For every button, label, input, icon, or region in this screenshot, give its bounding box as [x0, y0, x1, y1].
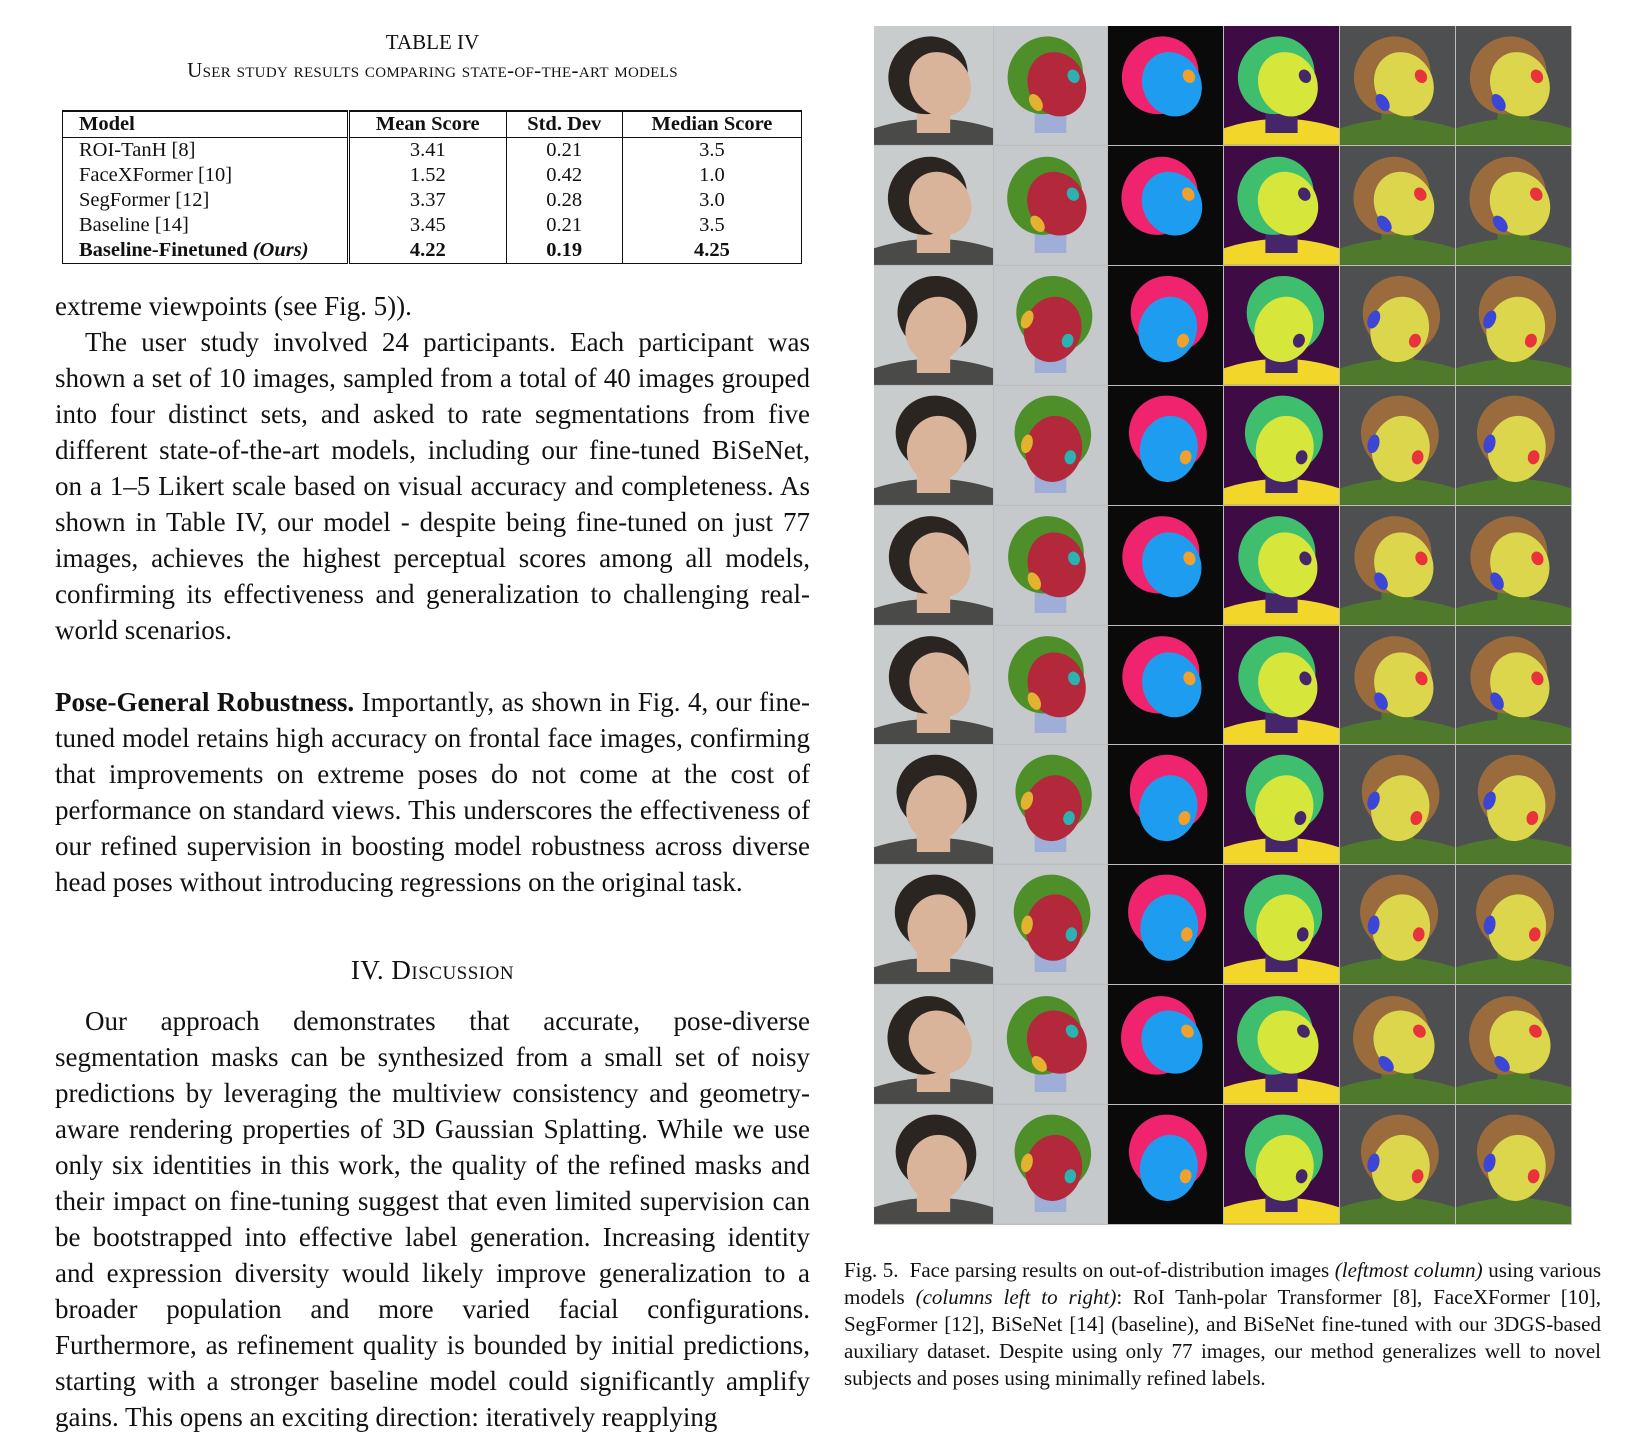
paragraph-pose-robustness: [55, 684, 810, 900]
bisenet-baseline-mask-cell: [1340, 985, 1456, 1105]
table-row-ours: [63, 238, 802, 264]
table-row: [63, 138, 802, 164]
bisenet-baseline-mask-cell: [1340, 26, 1456, 146]
input-photo-cell: [874, 386, 994, 506]
section-heading-discussion: IV. Discussion: [350, 955, 515, 985]
cell-std: 0.28: [506, 188, 622, 213]
cell-median: 3.0: [622, 188, 801, 213]
caption-italic-2: (columns left to right): [915, 1285, 1117, 1309]
cell-model: FaceXFormer [10]: [63, 163, 349, 188]
cell-std: 0.21: [506, 138, 622, 164]
input-photo-cell: [874, 626, 994, 746]
roi-tanh-mask-cell: [994, 865, 1108, 985]
bisenet-finetuned-mask-cell: [1456, 506, 1572, 626]
paragraph-discussion: [55, 1003, 810, 1435]
input-photo-cell: [874, 745, 994, 865]
facexformer-mask-cell: [1108, 865, 1224, 985]
input-photo-cell: [874, 506, 994, 626]
header-model: Model: [63, 111, 349, 138]
bisenet-baseline-mask-cell: [1340, 146, 1456, 266]
segformer-mask-cell: [1224, 266, 1340, 386]
roi-tanh-mask-cell: [994, 985, 1108, 1105]
segformer-mask-cell: [1224, 865, 1340, 985]
cell-median: 4.25: [622, 238, 801, 264]
facexformer-mask-cell: [1108, 985, 1224, 1105]
cell-mean: 1.52: [349, 163, 507, 188]
bisenet-baseline-mask-cell: [1340, 266, 1456, 386]
cell-model: ROI-TanH [8]: [63, 138, 349, 164]
segformer-mask-cell: [1224, 146, 1340, 266]
bisenet-baseline-mask-cell: [1340, 506, 1456, 626]
figure-label: Fig. 5.: [844, 1258, 899, 1282]
roi-tanh-mask-cell: [994, 146, 1108, 266]
input-photo-cell: [874, 1105, 994, 1225]
bisenet-finetuned-mask-cell: [1456, 865, 1572, 985]
facexformer-mask-cell: [1108, 146, 1224, 266]
cell-mean: 3.45: [349, 213, 507, 238]
pose-heading: Pose-General Robustness.: [55, 687, 355, 717]
facexformer-mask-cell: [1108, 745, 1224, 865]
input-photo-cell: [874, 985, 994, 1105]
roi-tanh-mask-cell: [994, 26, 1108, 146]
facexformer-mask-cell: [1108, 626, 1224, 746]
facexformer-mask-cell: [1108, 266, 1224, 386]
input-photo-cell: [874, 26, 994, 146]
ours-tag: (Ours): [252, 239, 309, 261]
table-caption: User study results comparing state-of-the-art models: [187, 58, 678, 82]
table-row: [63, 163, 802, 188]
segformer-mask-cell: [1224, 386, 1340, 506]
bisenet-finetuned-mask-cell: [1456, 26, 1572, 146]
cell-std: 0.42: [506, 163, 622, 188]
segformer-mask-cell: [1224, 1105, 1340, 1225]
cell-median: 1.0: [622, 163, 801, 188]
cell-model: [63, 238, 349, 264]
cell-model: Baseline [14]: [63, 213, 349, 238]
pose-text: Importantly, as shown in Fig. 4, our fine-tuned model retains high accuracy on frontal face images, confirming that improvements on extreme poses do not come at the cost of performance on standard views. This underscores the effectiveness of our refined supervision in boosting model robustness across diverse head poses without introducing regressions on the original task.: [55, 687, 810, 897]
bisenet-finetuned-mask-cell: [1456, 1105, 1572, 1225]
caption-text-1: Face parsing results on out-of-distribution images: [909, 1258, 1330, 1282]
bisenet-baseline-mask-cell: [1340, 626, 1456, 746]
cell-median: 3.5: [622, 213, 801, 238]
paragraph-user-study: The user study involved 24 participants. Each participant was shown a set of 10 images, sampled from a total of 40 images grouped into four distinct sets, and asked to rate segmentations from five different state-of-the-art models, including our fine-tuned BiSeNet, on a 1–5 Likert scale based on visual accuracy and completeness. As shown in Table IV, our model - despite being fine-tuned on just 77 images, achieves the highest perceptual scores among all models, confirming its effectiveness and generalization to challenging real-world scenarios.: [55, 327, 810, 645]
cell-mean: 4.22: [349, 238, 507, 264]
bisenet-finetuned-mask-cell: [1456, 146, 1572, 266]
cell-std: 0.21: [506, 213, 622, 238]
header-mean: Mean Score: [349, 111, 507, 138]
table-row: [63, 213, 802, 238]
cell-model: SegFormer [12]: [63, 188, 349, 213]
cell-median: 3.5: [622, 138, 801, 164]
caption-text-3: : RoI Tanh-polar Transformer [8], FaceXFormer [10], SegFormer [12], BiSeNet [14] (baseline), and BiSeNet fine-tuned with our 3DGS-based auxiliary dataset. Despite using only 77 images, our method generalizes well to novel subjects and poses using minimally refined labels.: [844, 1285, 1601, 1390]
cell-mean: 3.41: [349, 138, 507, 164]
facexformer-mask-cell: [1108, 386, 1224, 506]
header-std: Std. Dev: [506, 111, 622, 138]
input-photo-cell: [874, 266, 994, 386]
segformer-mask-cell: [1224, 745, 1340, 865]
segformer-mask-cell: [1224, 26, 1340, 146]
bisenet-baseline-mask-cell: [1340, 386, 1456, 506]
roi-tanh-mask-cell: [994, 1105, 1108, 1225]
bisenet-baseline-mask-cell: [1340, 1105, 1456, 1225]
facexformer-mask-cell: [1108, 1105, 1224, 1225]
header-median: Median Score: [622, 111, 801, 138]
bisenet-finetuned-mask-cell: [1456, 266, 1572, 386]
roi-tanh-mask-cell: [994, 506, 1108, 626]
table-row: [63, 188, 802, 213]
bisenet-finetuned-mask-cell: [1456, 745, 1572, 865]
segformer-mask-cell: [1224, 985, 1340, 1105]
bisenet-finetuned-mask-cell: [1456, 386, 1572, 506]
roi-tanh-mask-cell: [994, 626, 1108, 746]
input-photo-cell: [874, 865, 994, 985]
facexformer-mask-cell: [1108, 506, 1224, 626]
segformer-mask-cell: [1224, 626, 1340, 746]
model-name: Baseline-Finetuned: [79, 239, 248, 261]
caption-italic-1: (leftmost column): [1334, 1258, 1483, 1282]
facexformer-mask-cell: [1108, 26, 1224, 146]
figure-caption: [844, 1257, 1601, 1392]
input-photo-cell: [874, 146, 994, 266]
cell-std: 0.19: [506, 238, 622, 264]
roi-tanh-mask-cell: [994, 266, 1108, 386]
table-header-row: [63, 111, 802, 138]
segformer-mask-cell: [1224, 506, 1340, 626]
discussion-text: Our approach demonstrates that accurate, pose-diverse segmentation masks can be synthesized from a small set of noisy predictions by leveraging the multiview consistency and geometry-aware rendering properties of 3D Gaussian Splatting. While we use only six identities in this work, the quality of the refined masks and their impact on fine-tuning suggest that even limited supervision can be bootstrapped into effective label generation. Increasing identity and expression diversity would likely improve generalization to a broader population and more varied facial configurations. Furthermore, as refinement quality is bounded by initial predictions, starting with a stronger baseline model could significantly amplify: [55, 1006, 810, 1396]
roi-tanh-mask-cell: [994, 745, 1108, 865]
roi-tanh-mask-cell: [994, 386, 1108, 506]
paragraph-extreme-viewpoints: extreme viewpoints (see Fig. 5)).: [55, 291, 412, 321]
table-label: TABLE IV: [385, 30, 480, 54]
bisenet-finetuned-mask-cell: [1456, 985, 1572, 1105]
bisenet-finetuned-mask-cell: [1456, 626, 1572, 746]
cell-mean: 3.37: [349, 188, 507, 213]
user-study-table: [62, 110, 802, 264]
discussion-text-cut: gains. This opens an exciting direction: iteratively reapplying: [55, 1402, 718, 1432]
face-parsing-figure: [874, 26, 1572, 1225]
caption-text-2: using various models: [844, 1258, 1602, 1309]
bisenet-baseline-mask-cell: [1340, 745, 1456, 865]
bisenet-baseline-mask-cell: [1340, 865, 1456, 985]
